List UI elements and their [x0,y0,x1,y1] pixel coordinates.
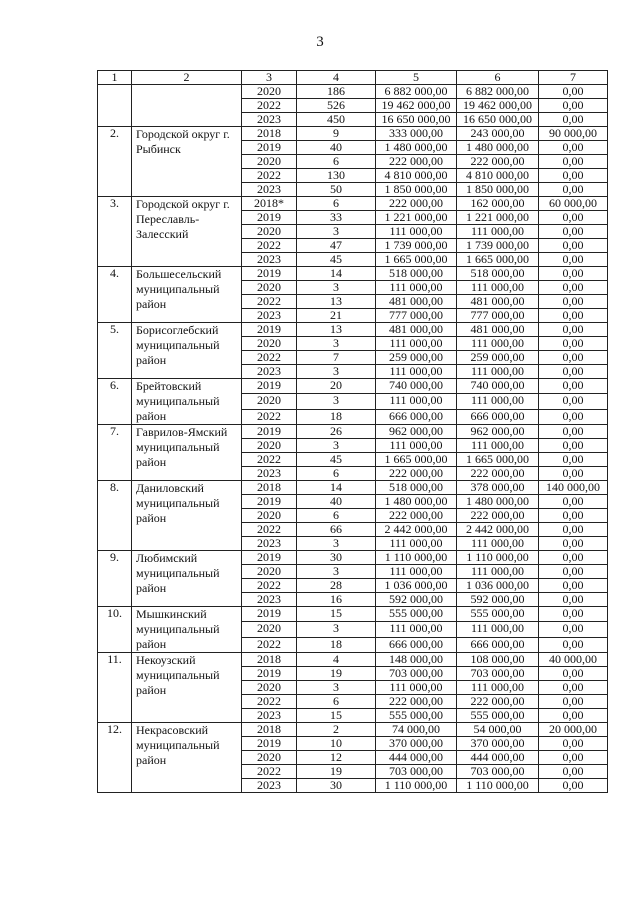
count-cell: 47 [297,239,376,253]
year-cell: 2022 [242,523,297,537]
row-number: 10. [98,607,132,653]
total-amount-cell: 111 000,00 [376,394,457,409]
difference-cell: 90 000,00 [539,127,608,141]
difference-cell: 20 000,00 [539,723,608,737]
municipality-name: Борисоглебский муниципальный район [132,323,242,379]
count-cell: 3 [297,225,376,239]
funded-amount-cell: 592 000,00 [457,593,539,607]
year-cell: 2022 [242,295,297,309]
funded-amount-cell: 1 665 000,00 [457,253,539,267]
column-number: 7 [539,71,608,85]
funded-amount-cell: 962 000,00 [457,425,539,439]
difference-cell: 0,00 [539,169,608,183]
funded-amount-cell: 740 000,00 [457,379,539,394]
year-cell: 2018 [242,723,297,737]
funded-amount-cell: 4 810 000,00 [457,169,539,183]
year-cell: 2020 [242,751,297,765]
total-amount-cell: 1 036 000,00 [376,579,457,593]
year-cell: 2023 [242,253,297,267]
funded-amount-cell: 111 000,00 [457,365,539,379]
year-cell: 2020 [242,225,297,239]
difference-cell: 140 000,00 [539,481,608,495]
total-amount-cell: 111 000,00 [376,337,457,351]
total-amount-cell: 1 480 000,00 [376,141,457,155]
difference-cell: 0,00 [539,85,608,99]
row-number: 7. [98,425,132,481]
table-row [98,425,608,439]
count-cell: 66 [297,523,376,537]
count-cell: 40 [297,141,376,155]
total-amount-cell: 4 810 000,00 [376,169,457,183]
year-cell: 2019 [242,425,297,439]
difference-cell: 0,00 [539,211,608,225]
total-amount-cell: 1 850 000,00 [376,183,457,197]
year-cell: 2019 [242,737,297,751]
year-cell: 2018 [242,481,297,495]
difference-cell: 0,00 [539,394,608,409]
count-cell: 3 [297,337,376,351]
difference-cell: 0,00 [539,593,608,607]
total-amount-cell: 74 000,00 [376,723,457,737]
funded-amount-cell: 444 000,00 [457,751,539,765]
count-cell: 3 [297,681,376,695]
difference-cell: 0,00 [539,351,608,365]
total-amount-cell: 222 000,00 [376,197,457,211]
count-cell: 3 [297,394,376,409]
funded-amount-cell: 222 000,00 [457,695,539,709]
difference-cell: 0,00 [539,99,608,113]
count-cell: 6 [297,695,376,709]
year-cell: 2020 [242,85,297,99]
difference-cell: 60 000,00 [539,197,608,211]
municipality-name: Городской округ г. Переславль-Залесский [132,197,242,267]
row-number: 11. [98,653,132,723]
difference-cell: 0,00 [539,751,608,765]
count-cell: 15 [297,607,376,622]
table-row [98,127,608,141]
column-number: 6 [457,71,539,85]
total-amount-cell: 555 000,00 [376,607,457,622]
count-cell: 18 [297,409,376,424]
difference-cell: 0,00 [539,113,608,127]
count-cell: 4 [297,653,376,667]
year-cell: 2023 [242,183,297,197]
difference-cell: 0,00 [539,551,608,565]
total-amount-cell: 518 000,00 [376,481,457,495]
funded-amount-cell: 1 480 000,00 [457,141,539,155]
difference-cell: 0,00 [539,667,608,681]
total-amount-cell: 1 221 000,00 [376,211,457,225]
total-amount-cell: 777 000,00 [376,309,457,323]
funded-amount-cell: 111 000,00 [457,225,539,239]
year-cell: 2019 [242,495,297,509]
count-cell: 30 [297,779,376,793]
difference-cell: 0,00 [539,183,608,197]
year-cell: 2020 [242,681,297,695]
total-amount-cell: 481 000,00 [376,323,457,337]
funded-amount-cell: 111 000,00 [457,681,539,695]
difference-cell: 0,00 [539,607,608,622]
municipality-name: Брейтовский муниципальный район [132,379,242,425]
year-cell: 2022 [242,409,297,424]
total-amount-cell: 592 000,00 [376,593,457,607]
funded-amount-cell: 243 000,00 [457,127,539,141]
total-amount-cell: 1 739 000,00 [376,239,457,253]
year-cell: 2020 [242,565,297,579]
funded-amount-cell: 16 650 000,00 [457,113,539,127]
count-cell: 30 [297,551,376,565]
difference-cell: 0,00 [539,523,608,537]
year-cell: 2022 [242,695,297,709]
difference-cell: 0,00 [539,779,608,793]
year-cell: 2022 [242,637,297,652]
funded-amount-cell: 555 000,00 [457,607,539,622]
count-cell: 18 [297,637,376,652]
row-number: 5. [98,323,132,379]
year-cell: 2022 [242,765,297,779]
funded-amount-cell: 111 000,00 [457,537,539,551]
municipality-name: Любимский муниципальный район [132,551,242,607]
table-row [98,197,608,211]
difference-cell: 0,00 [539,637,608,652]
municipality-name: Гаврилов-Ямский муниципальный район [132,425,242,481]
column-number: 1 [98,71,132,85]
page-number: 3 [316,34,324,50]
difference-cell: 0,00 [539,281,608,295]
funded-amount-cell: 111 000,00 [457,281,539,295]
funded-amount-cell: 1 110 000,00 [457,779,539,793]
year-cell: 2018 [242,127,297,141]
difference-cell: 0,00 [539,737,608,751]
difference-cell: 0,00 [539,337,608,351]
row-number [98,85,132,127]
total-amount-cell: 1 110 000,00 [376,551,457,565]
count-cell: 19 [297,667,376,681]
total-amount-cell: 518 000,00 [376,267,457,281]
funded-amount-cell: 555 000,00 [457,709,539,723]
year-cell: 2019 [242,323,297,337]
funded-amount-cell: 6 882 000,00 [457,85,539,99]
count-cell: 16 [297,593,376,607]
difference-cell: 0,00 [539,695,608,709]
count-cell: 6 [297,155,376,169]
difference-cell: 0,00 [539,495,608,509]
table-row [98,607,608,622]
total-amount-cell: 19 462 000,00 [376,99,457,113]
difference-cell: 0,00 [539,295,608,309]
difference-cell: 40 000,00 [539,653,608,667]
difference-cell: 0,00 [539,225,608,239]
municipality-name: Городской округ г. Рыбинск [132,127,242,197]
count-cell: 50 [297,183,376,197]
table-row [98,323,608,337]
count-cell: 21 [297,309,376,323]
column-number: 5 [376,71,457,85]
column-number-row [98,71,608,85]
total-amount-cell: 333 000,00 [376,127,457,141]
total-amount-cell: 111 000,00 [376,565,457,579]
year-cell: 2023 [242,779,297,793]
total-amount-cell: 444 000,00 [376,751,457,765]
municipality-name: Даниловский муниципальный район [132,481,242,551]
difference-cell: 0,00 [539,379,608,394]
funded-amount-cell: 378 000,00 [457,481,539,495]
count-cell: 6 [297,509,376,523]
funded-amount-cell: 111 000,00 [457,622,539,637]
difference-cell: 0,00 [539,267,608,281]
row-number: 3. [98,197,132,267]
funded-amount-cell: 1 036 000,00 [457,579,539,593]
row-number: 9. [98,551,132,607]
total-amount-cell: 481 000,00 [376,295,457,309]
count-cell: 14 [297,267,376,281]
funded-amount-cell: 111 000,00 [457,394,539,409]
year-cell: 2020 [242,281,297,295]
funded-amount-cell: 1 480 000,00 [457,495,539,509]
total-amount-cell: 666 000,00 [376,409,457,424]
total-amount-cell: 222 000,00 [376,695,457,709]
funded-amount-cell: 19 462 000,00 [457,99,539,113]
year-cell: 2023 [242,537,297,551]
year-cell: 2018 [242,653,297,667]
funded-amount-cell: 222 000,00 [457,155,539,169]
total-amount-cell: 111 000,00 [376,365,457,379]
difference-cell: 0,00 [539,509,608,523]
total-amount-cell: 6 882 000,00 [376,85,457,99]
difference-cell: 0,00 [539,709,608,723]
table-row [98,551,608,565]
difference-cell: 0,00 [539,565,608,579]
funded-amount-cell: 777 000,00 [457,309,539,323]
table-row [98,267,608,281]
funded-amount-cell: 518 000,00 [457,267,539,281]
year-cell: 2019 [242,667,297,681]
total-amount-cell: 111 000,00 [376,281,457,295]
year-cell: 2020 [242,337,297,351]
difference-cell: 0,00 [539,765,608,779]
funded-amount-cell: 108 000,00 [457,653,539,667]
row-number: 2. [98,127,132,197]
funded-amount-cell: 111 000,00 [457,337,539,351]
funded-amount-cell: 1 221 000,00 [457,211,539,225]
year-cell: 2022 [242,169,297,183]
year-cell: 2019 [242,211,297,225]
count-cell: 45 [297,253,376,267]
total-amount-cell: 703 000,00 [376,765,457,779]
count-cell: 10 [297,737,376,751]
count-cell: 3 [297,365,376,379]
difference-cell: 0,00 [539,155,608,169]
year-cell: 2022 [242,239,297,253]
count-cell: 13 [297,323,376,337]
difference-cell: 0,00 [539,453,608,467]
year-cell: 2023 [242,113,297,127]
count-cell: 450 [297,113,376,127]
year-cell: 2019 [242,607,297,622]
funded-amount-cell: 666 000,00 [457,409,539,424]
year-cell: 2023 [242,309,297,323]
funded-amount-cell: 703 000,00 [457,667,539,681]
difference-cell: 0,00 [539,141,608,155]
table-row [98,85,608,99]
total-amount-cell: 1 665 000,00 [376,453,457,467]
count-cell: 26 [297,425,376,439]
year-cell: 2022 [242,99,297,113]
year-cell: 2023 [242,467,297,481]
total-amount-cell: 148 000,00 [376,653,457,667]
funded-amount-cell: 111 000,00 [457,439,539,453]
funded-amount-cell: 666 000,00 [457,637,539,652]
table-row [98,723,608,737]
total-amount-cell: 666 000,00 [376,637,457,652]
allocation-table [97,70,608,793]
funded-amount-cell: 111 000,00 [457,565,539,579]
column-number: 2 [132,71,242,85]
total-amount-cell: 370 000,00 [376,737,457,751]
difference-cell: 0,00 [539,409,608,424]
total-amount-cell: 16 650 000,00 [376,113,457,127]
municipality-name [132,85,242,127]
total-amount-cell: 1 665 000,00 [376,253,457,267]
total-amount-cell: 111 000,00 [376,622,457,637]
municipality-name: Некрасовский муниципальный район [132,723,242,793]
total-amount-cell: 222 000,00 [376,155,457,169]
count-cell: 19 [297,765,376,779]
total-amount-cell: 1 110 000,00 [376,779,457,793]
count-cell: 40 [297,495,376,509]
year-cell: 2019 [242,267,297,281]
total-amount-cell: 111 000,00 [376,225,457,239]
funded-amount-cell: 481 000,00 [457,295,539,309]
count-cell: 186 [297,85,376,99]
row-number: 6. [98,379,132,425]
count-cell: 3 [297,537,376,551]
total-amount-cell: 111 000,00 [376,439,457,453]
count-cell: 15 [297,709,376,723]
year-cell: 2022 [242,579,297,593]
count-cell: 526 [297,99,376,113]
funded-amount-cell: 259 000,00 [457,351,539,365]
difference-cell: 0,00 [539,425,608,439]
funded-amount-cell: 162 000,00 [457,197,539,211]
count-cell: 7 [297,351,376,365]
difference-cell: 0,00 [539,323,608,337]
difference-cell: 0,00 [539,579,608,593]
count-cell: 3 [297,439,376,453]
year-cell: 2020 [242,155,297,169]
municipality-name: Некоузский муниципальный район [132,653,242,723]
year-cell: 2019 [242,551,297,565]
difference-cell: 0,00 [539,309,608,323]
funded-amount-cell: 1 739 000,00 [457,239,539,253]
column-number: 4 [297,71,376,85]
difference-cell: 0,00 [539,467,608,481]
year-cell: 2023 [242,709,297,723]
column-number: 3 [242,71,297,85]
difference-cell: 0,00 [539,622,608,637]
difference-cell: 0,00 [539,365,608,379]
funded-amount-cell: 2 442 000,00 [457,523,539,537]
funded-amount-cell: 481 000,00 [457,323,539,337]
total-amount-cell: 222 000,00 [376,509,457,523]
year-cell: 2020 [242,622,297,637]
table-row [98,481,608,495]
funded-amount-cell: 703 000,00 [457,765,539,779]
funded-amount-cell: 222 000,00 [457,509,539,523]
year-cell: 2022 [242,351,297,365]
year-cell: 2022 [242,453,297,467]
count-cell: 12 [297,751,376,765]
funded-amount-cell: 1 850 000,00 [457,183,539,197]
year-cell: 2019 [242,141,297,155]
year-cell: 2020 [242,509,297,523]
year-cell: 2020 [242,439,297,453]
total-amount-cell: 555 000,00 [376,709,457,723]
year-cell: 2023 [242,593,297,607]
table-row [98,653,608,667]
count-cell: 3 [297,622,376,637]
difference-cell: 0,00 [539,681,608,695]
year-cell: 2018* [242,197,297,211]
total-amount-cell: 111 000,00 [376,681,457,695]
municipality-name: Большесельский муниципальный район [132,267,242,323]
count-cell: 13 [297,295,376,309]
total-amount-cell: 222 000,00 [376,467,457,481]
count-cell: 130 [297,169,376,183]
total-amount-cell: 111 000,00 [376,537,457,551]
funded-amount-cell: 54 000,00 [457,723,539,737]
total-amount-cell: 703 000,00 [376,667,457,681]
count-cell: 2 [297,723,376,737]
total-amount-cell: 259 000,00 [376,351,457,365]
row-number: 12. [98,723,132,793]
table-row [98,379,608,394]
year-cell: 2019 [242,379,297,394]
total-amount-cell: 2 442 000,00 [376,523,457,537]
count-cell: 3 [297,281,376,295]
count-cell: 9 [297,127,376,141]
year-cell: 2023 [242,365,297,379]
funded-amount-cell: 1 110 000,00 [457,551,539,565]
row-number: 4. [98,267,132,323]
count-cell: 6 [297,197,376,211]
difference-cell: 0,00 [539,239,608,253]
funded-amount-cell: 370 000,00 [457,737,539,751]
total-amount-cell: 740 000,00 [376,379,457,394]
count-cell: 20 [297,379,376,394]
total-amount-cell: 962 000,00 [376,425,457,439]
total-amount-cell: 1 480 000,00 [376,495,457,509]
year-cell: 2020 [242,394,297,409]
difference-cell: 0,00 [539,537,608,551]
count-cell: 28 [297,579,376,593]
count-cell: 45 [297,453,376,467]
municipality-name: Мышкинский муниципальный район [132,607,242,653]
count-cell: 33 [297,211,376,225]
funded-amount-cell: 222 000,00 [457,467,539,481]
difference-cell: 0,00 [539,439,608,453]
funded-amount-cell: 1 665 000,00 [457,453,539,467]
row-number: 8. [98,481,132,551]
count-cell: 6 [297,467,376,481]
count-cell: 14 [297,481,376,495]
count-cell: 3 [297,565,376,579]
difference-cell: 0,00 [539,253,608,267]
